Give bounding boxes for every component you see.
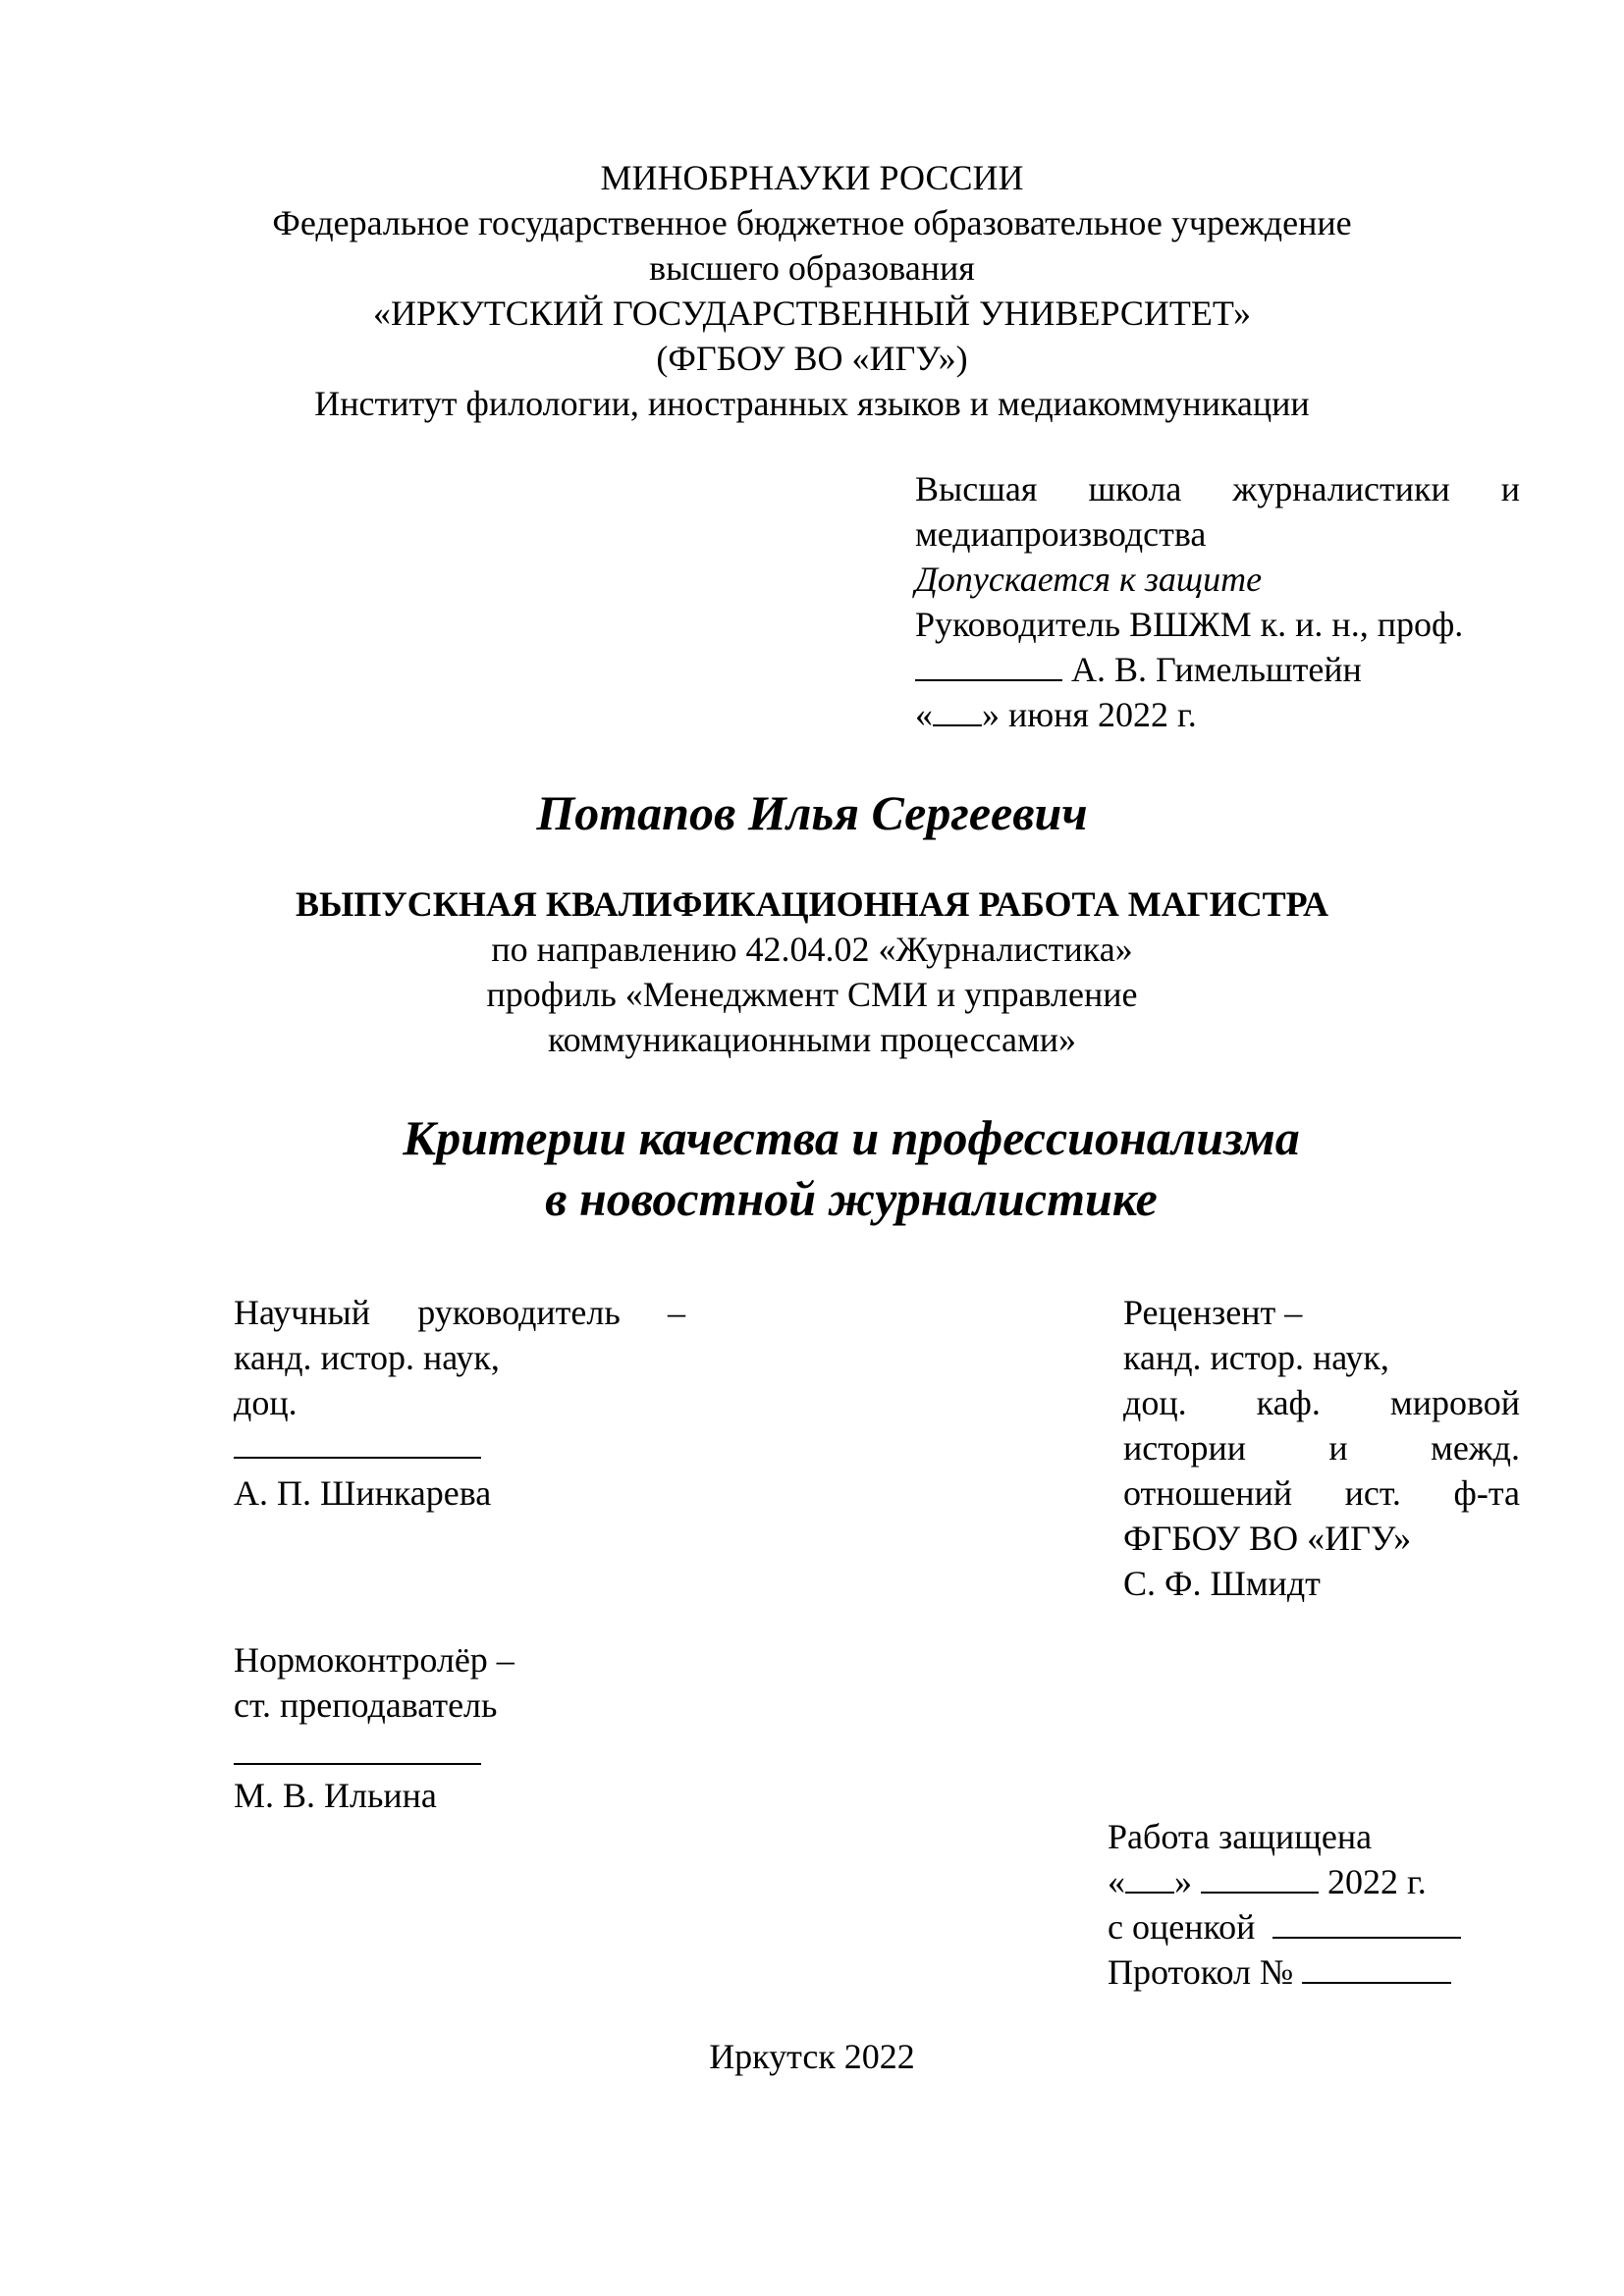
defense-protocol [1108,1949,1451,1995]
protocol-blank [1302,1952,1451,1984]
author-name: Потапов Илья Сергеевич [536,785,1088,840]
defense-date-open: « [1108,1862,1125,1901]
date-open-quote: « [915,695,933,734]
reviewer-position-line4: ФГБОУ ВО «ИГУ» [1123,1519,1412,1558]
work-type: ВЫПУСКНАЯ КВАЛИФИКАЦИОННАЯ РАБОТА МАГИСТРА [295,884,1328,924]
work-direction: по направлению 42.04.02 «Журналистика» [491,930,1133,969]
approval-date [915,692,1197,737]
supervisor-degree: канд. истор. наук, [234,1338,500,1377]
education-level-line: высшего образования [649,248,975,288]
defense-date [1108,1859,1427,1904]
date-month-year: » июня 2022 г. [982,695,1197,734]
supervisor-position: доц. [234,1383,298,1422]
head-signature-line [915,647,1362,692]
reviewer-role: Рецензент – [1123,1293,1303,1332]
thesis-title-line1: Критерии качества и профессионализма [403,1110,1300,1165]
normcontrol-name: М. В. Ильина [234,1776,437,1815]
head-name: А. В. Гимельштейн [1071,650,1362,689]
work-profile-line1: профиль «Менеджмент СМИ и управление [486,975,1138,1014]
thesis-title-line2: в новостной журналистике [545,1171,1158,1226]
normcontrol-role: Нормоконтролёр – [234,1640,514,1680]
institute-name: Институт филологии, иностранных языков и медиакоммуникации [314,384,1310,423]
reviewer-position-line1: доц. каф. мировой [1123,1383,1520,1422]
defense-grade-label: с оценкой [1108,1907,1256,1947]
university-short-name: (ФГБОУ ВО «ИГУ») [656,339,968,378]
university-name: «ИРКУТСКИЙ ГОСУДАРСТВЕННЫЙ УНИВЕРСИТЕТ» [373,294,1251,333]
grade-blank [1272,1907,1461,1939]
supervisor-role: Научный руководитель – [234,1293,685,1332]
signature-blank [915,650,1062,681]
supervisor-signature-line [234,1457,481,1459]
normcontrol-position: ст. преподаватель [234,1685,498,1725]
school-name-line2: медиапроизводства [915,514,1207,554]
reviewer-position-line2: истории и межд. [1123,1428,1520,1468]
defense-grade [1108,1904,1461,1949]
ministry-line: МИНОБРНАУКИ РОССИИ [600,158,1024,197]
school-name-line1: Высшая школа журналистики и [915,469,1520,508]
admitted-label: Допускается к защите [915,560,1263,599]
reviewer-position-line3: отношений ист. ф-та [1123,1473,1520,1513]
normcontrol-signature-line [234,1763,481,1765]
city-year: Иркутск 2022 [709,2037,915,2076]
head-position: Руководитель ВШЖМ к. и. н., проф. [915,605,1464,644]
defense-protocol-label: Протокол № [1108,1952,1294,1992]
institution-type-line: Федеральное государственное бюджетное образовательное учреждение [272,203,1352,242]
supervisor-name: А. П. Шинкарева [234,1473,492,1513]
defense-year: 2022 г. [1327,1862,1427,1901]
defense-date-close: » [1174,1862,1192,1901]
day-blank [933,695,982,726]
defense-title: Работа защищена [1108,1817,1373,1856]
work-profile-line2: коммуникационными процессами» [547,1020,1077,1059]
reviewer-name: С. Ф. Шмидт [1123,1564,1321,1603]
defense-month-blank [1201,1862,1319,1894]
reviewer-degree: канд. истор. наук, [1123,1338,1389,1377]
defense-day-blank [1125,1862,1174,1894]
